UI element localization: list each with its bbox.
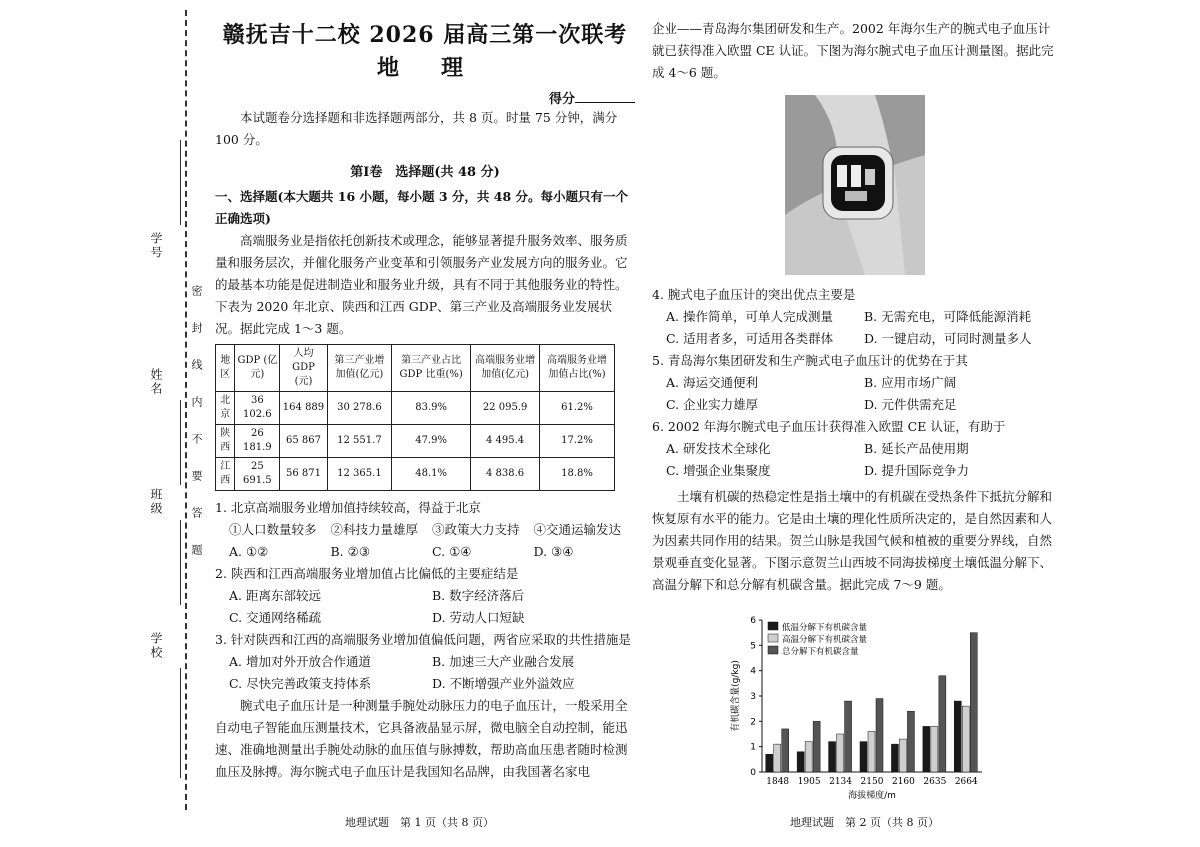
table-header-row: 地区 GDP (亿元) 人均 GDP (元) 第三产业增加值(亿元) 第三产业占比 GDP 比重(%) 高端服务业增加值(亿元) 高端服务业增加值占比(%) xyxy=(216,345,615,392)
question-1: 1. 北京高端服务业增加值持续较高，得益于北京 xyxy=(215,500,481,515)
x-tick-label: 2160 xyxy=(891,777,915,787)
option[interactable]: D. ③④ xyxy=(533,544,574,559)
x-tick-label: 2664 xyxy=(954,777,978,787)
y-tick-label: 4 xyxy=(750,666,756,677)
legend-label: 低温分解下有机碳含量 xyxy=(782,623,868,633)
passage-blood-pressure: 腕式电子血压计是一种测量手腕处动脉压力的电子血压计，一般采用全自动电子智能血压测量技术，它具备液晶显示屏，微电脑全自动控制，能迅速、准确地测量出手腕处动脉的血压值与脉搏数，帮助高血压患者随时检测血压及脉搏。海尔腕式电子血压计是我国知名品牌，由我国著名家电 xyxy=(215,698,628,779)
question-2: 2. 陕西和江西高端服务业增加值占比偏低的主要症结是 xyxy=(215,566,519,581)
option[interactable]: A. 距离东部较远 xyxy=(229,588,321,603)
question-3: 3. 针对陕西和江西的高端服务业增加值偏低问题，两省应采取的共性措施是 xyxy=(215,632,631,647)
bar xyxy=(837,734,844,772)
legend-label: 总分解下有机碳含量 xyxy=(782,647,859,657)
y-tick-label: 6 xyxy=(750,616,756,626)
section-heading: 第Ⅰ卷 选择题(共 48 分) xyxy=(350,165,500,180)
bar xyxy=(845,701,852,772)
option[interactable]: D. 一键启动，可同时测量多人 xyxy=(864,331,1032,346)
class-line xyxy=(180,520,181,605)
y-tick-label: 5 xyxy=(750,641,756,652)
question-1-items: ①人口数量较多 ②科技力量雄厚 ③政策大力支持 ④交通运输发达 xyxy=(229,522,622,537)
option[interactable]: D. 元件供需充足 xyxy=(864,397,957,412)
option[interactable]: A. 研发技术全球化 xyxy=(666,441,771,456)
option[interactable]: A. 海运交通便利 xyxy=(666,375,758,390)
option[interactable]: C. 增强企业集聚度 xyxy=(666,463,771,478)
seal-dashed-line xyxy=(185,10,187,810)
bar xyxy=(805,742,812,772)
option[interactable]: C. 企业实力雄厚 xyxy=(666,397,759,412)
page-two-footer: 地理试题 第 2 页（共 8 页） xyxy=(790,816,939,829)
bar xyxy=(829,742,836,772)
question-5: 5. 青岛海尔集团研发和生产腕式电子血压计的优势在于其 xyxy=(652,353,968,368)
option[interactable]: C. 交通网络稀疏 xyxy=(229,610,322,625)
legend-label: 高温分解下有机碳含量 xyxy=(782,635,868,645)
question-3-options xyxy=(215,651,635,695)
x-tick-label: 1848 xyxy=(766,777,790,787)
bar xyxy=(899,739,906,772)
option[interactable]: A. 操作简单，可单人完成测量 xyxy=(666,309,833,324)
passage-soil-carbon: 土壤有机碳的热稳定性是指土壤中的有机碳在受热条件下抵抗分解和恢复原有水平的能力。它是由土壤的理化性质所决定的，是自然因素和人为因素共同作用的结果。贺兰山脉是我国气候和植被的重要分界线，自然景观垂直变化显著。下图示意贺兰山西坡不同海拔梯度土壤低温分解下、高温分解下和总分解有机碳含量。据此完成 7～9 题。 xyxy=(652,489,1053,592)
page-one xyxy=(215,18,635,783)
y-axis-label: 有机碳含量(g/kg) xyxy=(731,660,741,732)
bar xyxy=(891,744,898,772)
question-6: 6. 2002 年海尔腕式电子血压计获得准入欧盟 CE 认证，有助于 xyxy=(652,419,1006,434)
name-label: 姓名 xyxy=(149,368,163,396)
soil-carbon-chart xyxy=(720,612,990,812)
option[interactable]: B. 延长产品使用期 xyxy=(864,441,969,456)
legend-swatch xyxy=(768,622,778,630)
bar xyxy=(970,633,977,772)
y-tick-label: 0 xyxy=(750,768,756,778)
option[interactable]: C. 适用者多，可适用各类群体 xyxy=(666,331,834,346)
exam-intro: 本试题卷分选择题和非选择题两部分，共 8 页。时量 75 分钟，满分 100 分。 xyxy=(215,110,618,147)
wrist-monitor-photo xyxy=(785,95,925,275)
bar xyxy=(860,742,867,772)
bar xyxy=(907,711,914,772)
bar xyxy=(868,731,875,772)
bar xyxy=(939,676,946,772)
exam-title: 赣抚吉十二校 2026 届高三第一次联考 xyxy=(222,22,628,48)
question-4: 4. 腕式电子血压计的突出优点主要是 xyxy=(652,287,856,302)
seal-notice: 密封线内不要答题 xyxy=(190,285,203,581)
page-one-footer: 地理试题 第 1 页（共 8 页） xyxy=(345,816,494,829)
option[interactable]: A. 增加对外开放合作通道 xyxy=(229,654,371,669)
option[interactable]: A. ①② xyxy=(229,544,269,559)
y-tick-label: 1 xyxy=(750,742,756,753)
bar xyxy=(876,699,883,772)
bar xyxy=(962,706,969,772)
question-5-options xyxy=(652,372,1062,416)
bar xyxy=(774,744,781,772)
option[interactable]: B. 无需充电，可降低能源消耗 xyxy=(864,309,1032,324)
x-tick-label: 1905 xyxy=(797,777,821,787)
x-axis-label: 海拔梯度/m xyxy=(848,791,896,801)
table-row: 陕西 26 181.9 65 867 12 551.7 47.9% 4 495.4 17.2% xyxy=(216,425,615,458)
page-two xyxy=(652,18,1062,84)
option[interactable]: C. 尽快完善政策支持体系 xyxy=(229,676,372,691)
score-field: 得分 xyxy=(215,88,635,107)
binding-margin xyxy=(0,0,203,847)
subject-title: 地 理 xyxy=(376,55,473,81)
option[interactable]: C. ①④ xyxy=(432,544,472,559)
bar xyxy=(782,729,789,772)
x-tick-label: 2150 xyxy=(860,777,884,787)
table-row: 北京 36 102.6 164 889 30 278.6 83.9% 22 095.9 61.2% xyxy=(216,392,615,425)
option[interactable]: B. ②③ xyxy=(330,544,371,559)
question-6-options xyxy=(652,438,1062,482)
option[interactable]: D. 劳动人口短缺 xyxy=(432,610,525,625)
option[interactable]: D. 不断增强产业外溢效应 xyxy=(432,676,575,691)
gdp-table xyxy=(215,344,615,491)
bar xyxy=(766,754,773,772)
legend-swatch xyxy=(768,634,778,642)
page-two-questions xyxy=(652,284,1062,596)
school-label: 学校 xyxy=(149,632,163,660)
bar xyxy=(813,721,820,772)
x-tick-label: 2635 xyxy=(923,777,947,787)
y-tick-label: 3 xyxy=(750,692,756,702)
option[interactable]: B. 应用市场广阔 xyxy=(864,375,957,390)
option[interactable]: B. 加速三大产业融合发展 xyxy=(432,654,575,669)
name-line xyxy=(180,400,181,485)
student-id-line xyxy=(180,140,181,225)
school-line xyxy=(180,668,181,778)
bar xyxy=(797,752,804,772)
y-tick-label: 2 xyxy=(750,717,756,728)
passage-continued: 企业——青岛海尔集团研发和生产。2002 年海尔生产的腕式电子血压计就已获得准入欧盟 CE 认证。下图为海尔腕式电子血压计测量图。据此完成 4～6 题。 xyxy=(652,21,1054,80)
question-2-options xyxy=(215,585,635,629)
wrist-monitor-icon xyxy=(785,95,925,275)
bar xyxy=(954,701,961,772)
bar xyxy=(923,726,930,772)
passage-service: 高端服务业是指依托创新技术或理念，能够显著提升服务效率、服务质量和服务层次，并催化服务产业变革和引领服务产业发展方向的服务业。它的最基本功能是促进制造业和服务业升级，具有不同于其他服务业的特性。下表为 2020 年北京、陕西和江西 GDP、第三产业及高端服务业发展状况。据此完成 1～3 题。 xyxy=(215,233,628,336)
question-4-options xyxy=(652,306,1062,350)
table-row: 江西 25 691.5 56 871 12 365.1 48.1% 4 838.6 18.8% xyxy=(216,458,615,491)
x-tick-label: 2134 xyxy=(829,777,853,787)
legend-swatch xyxy=(768,646,778,654)
student-id-label: 学号 xyxy=(149,232,163,260)
instruction: 一、选择题(本大题共 16 小题，每小题 3 分，共 48 分。每小题只有一个正确选项) xyxy=(215,189,629,226)
class-label: 班级 xyxy=(149,488,163,516)
option[interactable]: B. 数字经济落后 xyxy=(432,588,525,603)
bar xyxy=(931,726,938,772)
option[interactable]: D. 提升国际竞争力 xyxy=(864,463,970,478)
question-1-options xyxy=(215,541,635,563)
